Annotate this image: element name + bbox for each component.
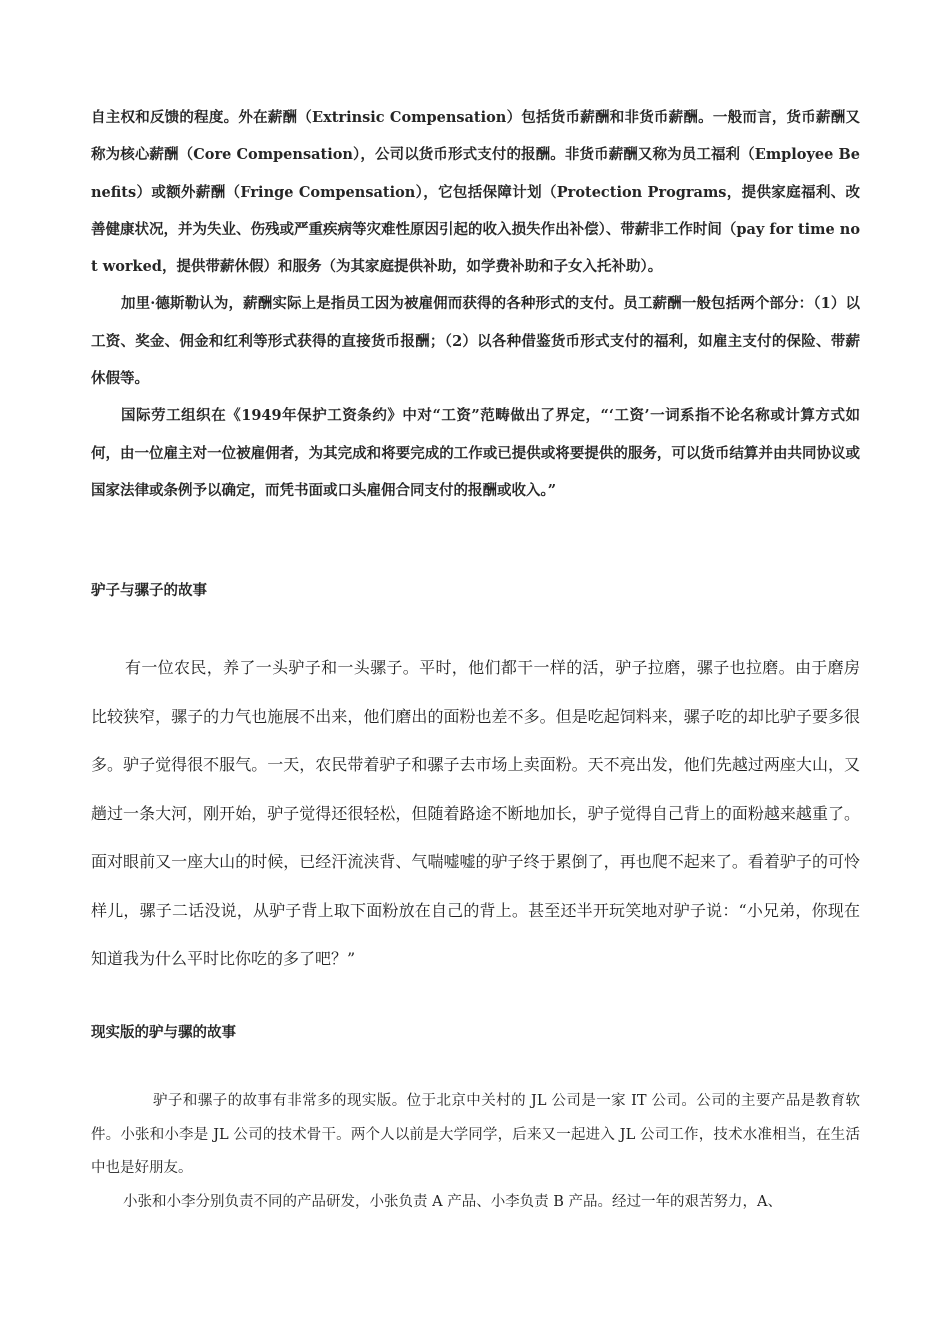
- compensation-paragraph-1: 自主权和反馈的程度。外在薪酬（Extrinsic Compensation）包括货币薪酬和非货币薪酬。一般而言，货币薪酬又称为核心薪酬（Core Compensation），公司以货币形式支付的报酬。非货币薪酬又称为员工福利（Employee Benefits）或额外薪酬（Fringe Compensation），它包括保障计划（Protection Programs，提供家庭福利、改善健康状况，并为失业、伤残或严重疾病等灾难性原因引起的收入损失作出补偿）、带薪非工作时间（pay for time not worked，提供带薪休假）和服务（为其家庭提供补助，如学费补助和子女入托补助）。: [91, 109, 860, 276]
- compensation-section: [91, 99, 860, 509]
- compensation-paragraph-3: 国际劳工组织在《1949年保护工资条约》中对“工资”范畴做出了界定，“‘工资’一词系指不论名称或计算方式如何，由一位雇主对一位被雇佣者，为其完成和将要完成的工作或已提供或将要提供的服务，可以货币结算并由共同协议或国家法律或条例予以确定，而凭书面或口头雇佣合同支付的报酬或收入。”: [91, 407, 860, 499]
- story-section: [91, 644, 860, 984]
- real-story-paragraph-2: 小张和小李分别负责不同的产品研发，小张负责 A 产品、小李负责 B 产品。经过一年的艰苦努力，A、: [123, 1193, 783, 1210]
- story-heading: 驴子与骡子的故事: [91, 582, 207, 599]
- compensation-paragraph-2: 加里·德斯勒认为，薪酬实际上是指员工因为被雇佣而获得的各种形式的支付。员工薪酬一般包括两个部分：（1）以工资、奖金、佣金和红利等形式获得的直接货币报酬；（2）以各种借鉴货币形式支付的福利，如雇主支付的保险、带薪休假等。: [91, 295, 860, 388]
- real-story-heading: 现实版的驴与骡的故事: [91, 1024, 236, 1041]
- real-story-paragraph-1: 驴子和骡子的故事有非常多的现实版。位于北京中关村的 JL 公司是一家 IT 公司。公司的主要产品是教育软件。小张和小李是 JL 公司的技术骨干。两个人以前是大学同学，后来又一起进入 JL 公司工作，技术水准相当，在生活中也是好朋友。: [91, 1093, 860, 1176]
- story-paragraph: 有一位农民，养了一头驴子和一头骡子。平时，他们都干一样的活，驴子拉磨，骡子也拉磨。由于磨房比较狭窄，骡子的力气也施展不出来，他们磨出的面粉也差不多。但是吃起饲料来，骡子吃的却比驴子要多很多。驴子觉得很不服气。一天，农民带着驴子和骡子去市场上卖面粉。天不亮出发，他们先越过两座大山，又趟过一条大河，刚开始，驴子觉得还很轻松，但随着路途不断地加长，驴子觉得自己背上的面粉越来越重了。面对眼前又一座大山的时候，已经汗流浃背、气喘嘘嘘的驴子终于累倒了，再也爬不起来了。看着驴子的可怜样儿，骡子二话没说，从驴子背上取下面粉放在自己的背上。甚至还半开玩笑地对驴子说：“小兄弟，你现在知道我为什么平时比你吃的多了吧？”: [91, 658, 860, 968]
- real-story-section: [91, 1085, 860, 1219]
